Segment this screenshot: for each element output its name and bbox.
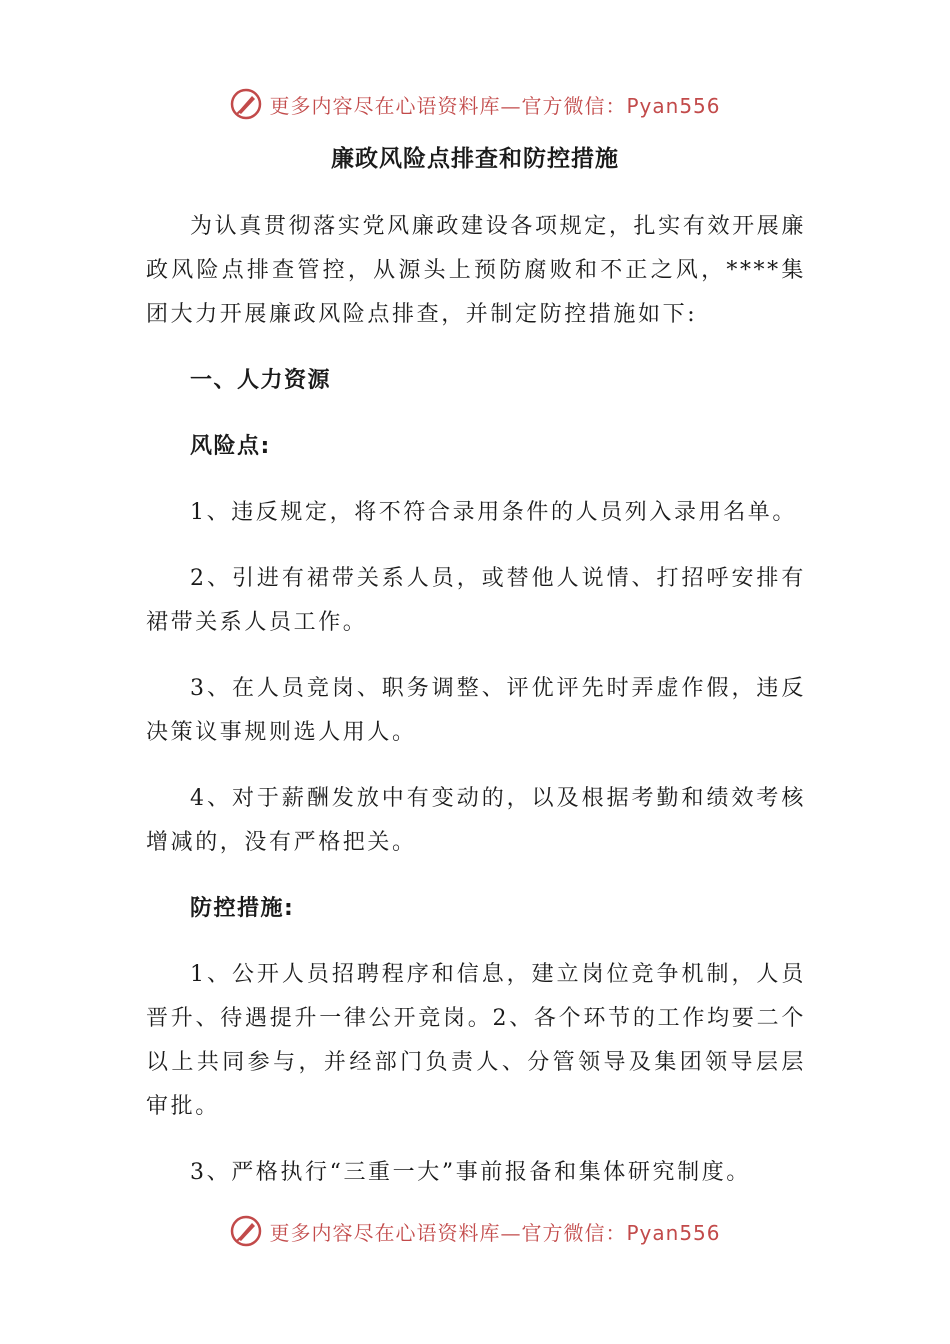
pen-quill-logo-icon	[229, 87, 263, 121]
watermark-text: 更多内容尽在心语资料库—官方微信：Pyan556	[269, 93, 721, 118]
document-title: 廉政风险点排查和防控措施	[331, 146, 619, 172]
watermark-banner-bottom	[0, 1211, 950, 1251]
watermark-text: 更多内容尽在心语资料库—官方微信：Pyan556	[269, 1220, 721, 1245]
intro-paragraph: 为认真贯彻落实党风廉政建设各项规定，扎实有效开展廉政风险点排查管控，从源头上预防腐败和不正之风，****集团大力开展廉政风险点排查，并制定防控措施如下:	[146, 214, 806, 327]
risk-item: 2、引进有裙带关系人员，或替他人说情、打招呼安排有裙带关系人员工作。	[146, 566, 806, 635]
watermark-banner-top	[0, 84, 950, 124]
section-heading-hr: 一、人力资源	[190, 368, 332, 393]
pen-quill-logo-icon	[229, 1214, 263, 1248]
risk-item: 3、在人员竞岗、职务调整、评优评先时弄虚作假，违反决策议事规则选人用人。	[146, 676, 806, 745]
risk-item: 1、违反规定，将不符合录用条件的人员列入录用名单。	[190, 500, 797, 525]
measure-item: 1、公开人员招聘程序和信息，建立岗位竞争机制，人员晋升、待遇提升一律公开竞岗。2、各个环节的工作均要二个以上共同参与，并经部门负责人、分管领导及集团领导层层审批。	[146, 962, 806, 1119]
risk-points-heading: 风险点:	[190, 434, 271, 459]
measures-heading: 防控措施:	[190, 896, 295, 921]
measure-item: 3、严格执行“三重一大”事前报备和集体研究制度。	[190, 1160, 751, 1185]
risk-item: 4、对于薪酬发放中有变动的，以及根据考勤和绩效考核增减的，没有严格把关。	[146, 786, 806, 855]
document-body	[146, 205, 806, 1217]
